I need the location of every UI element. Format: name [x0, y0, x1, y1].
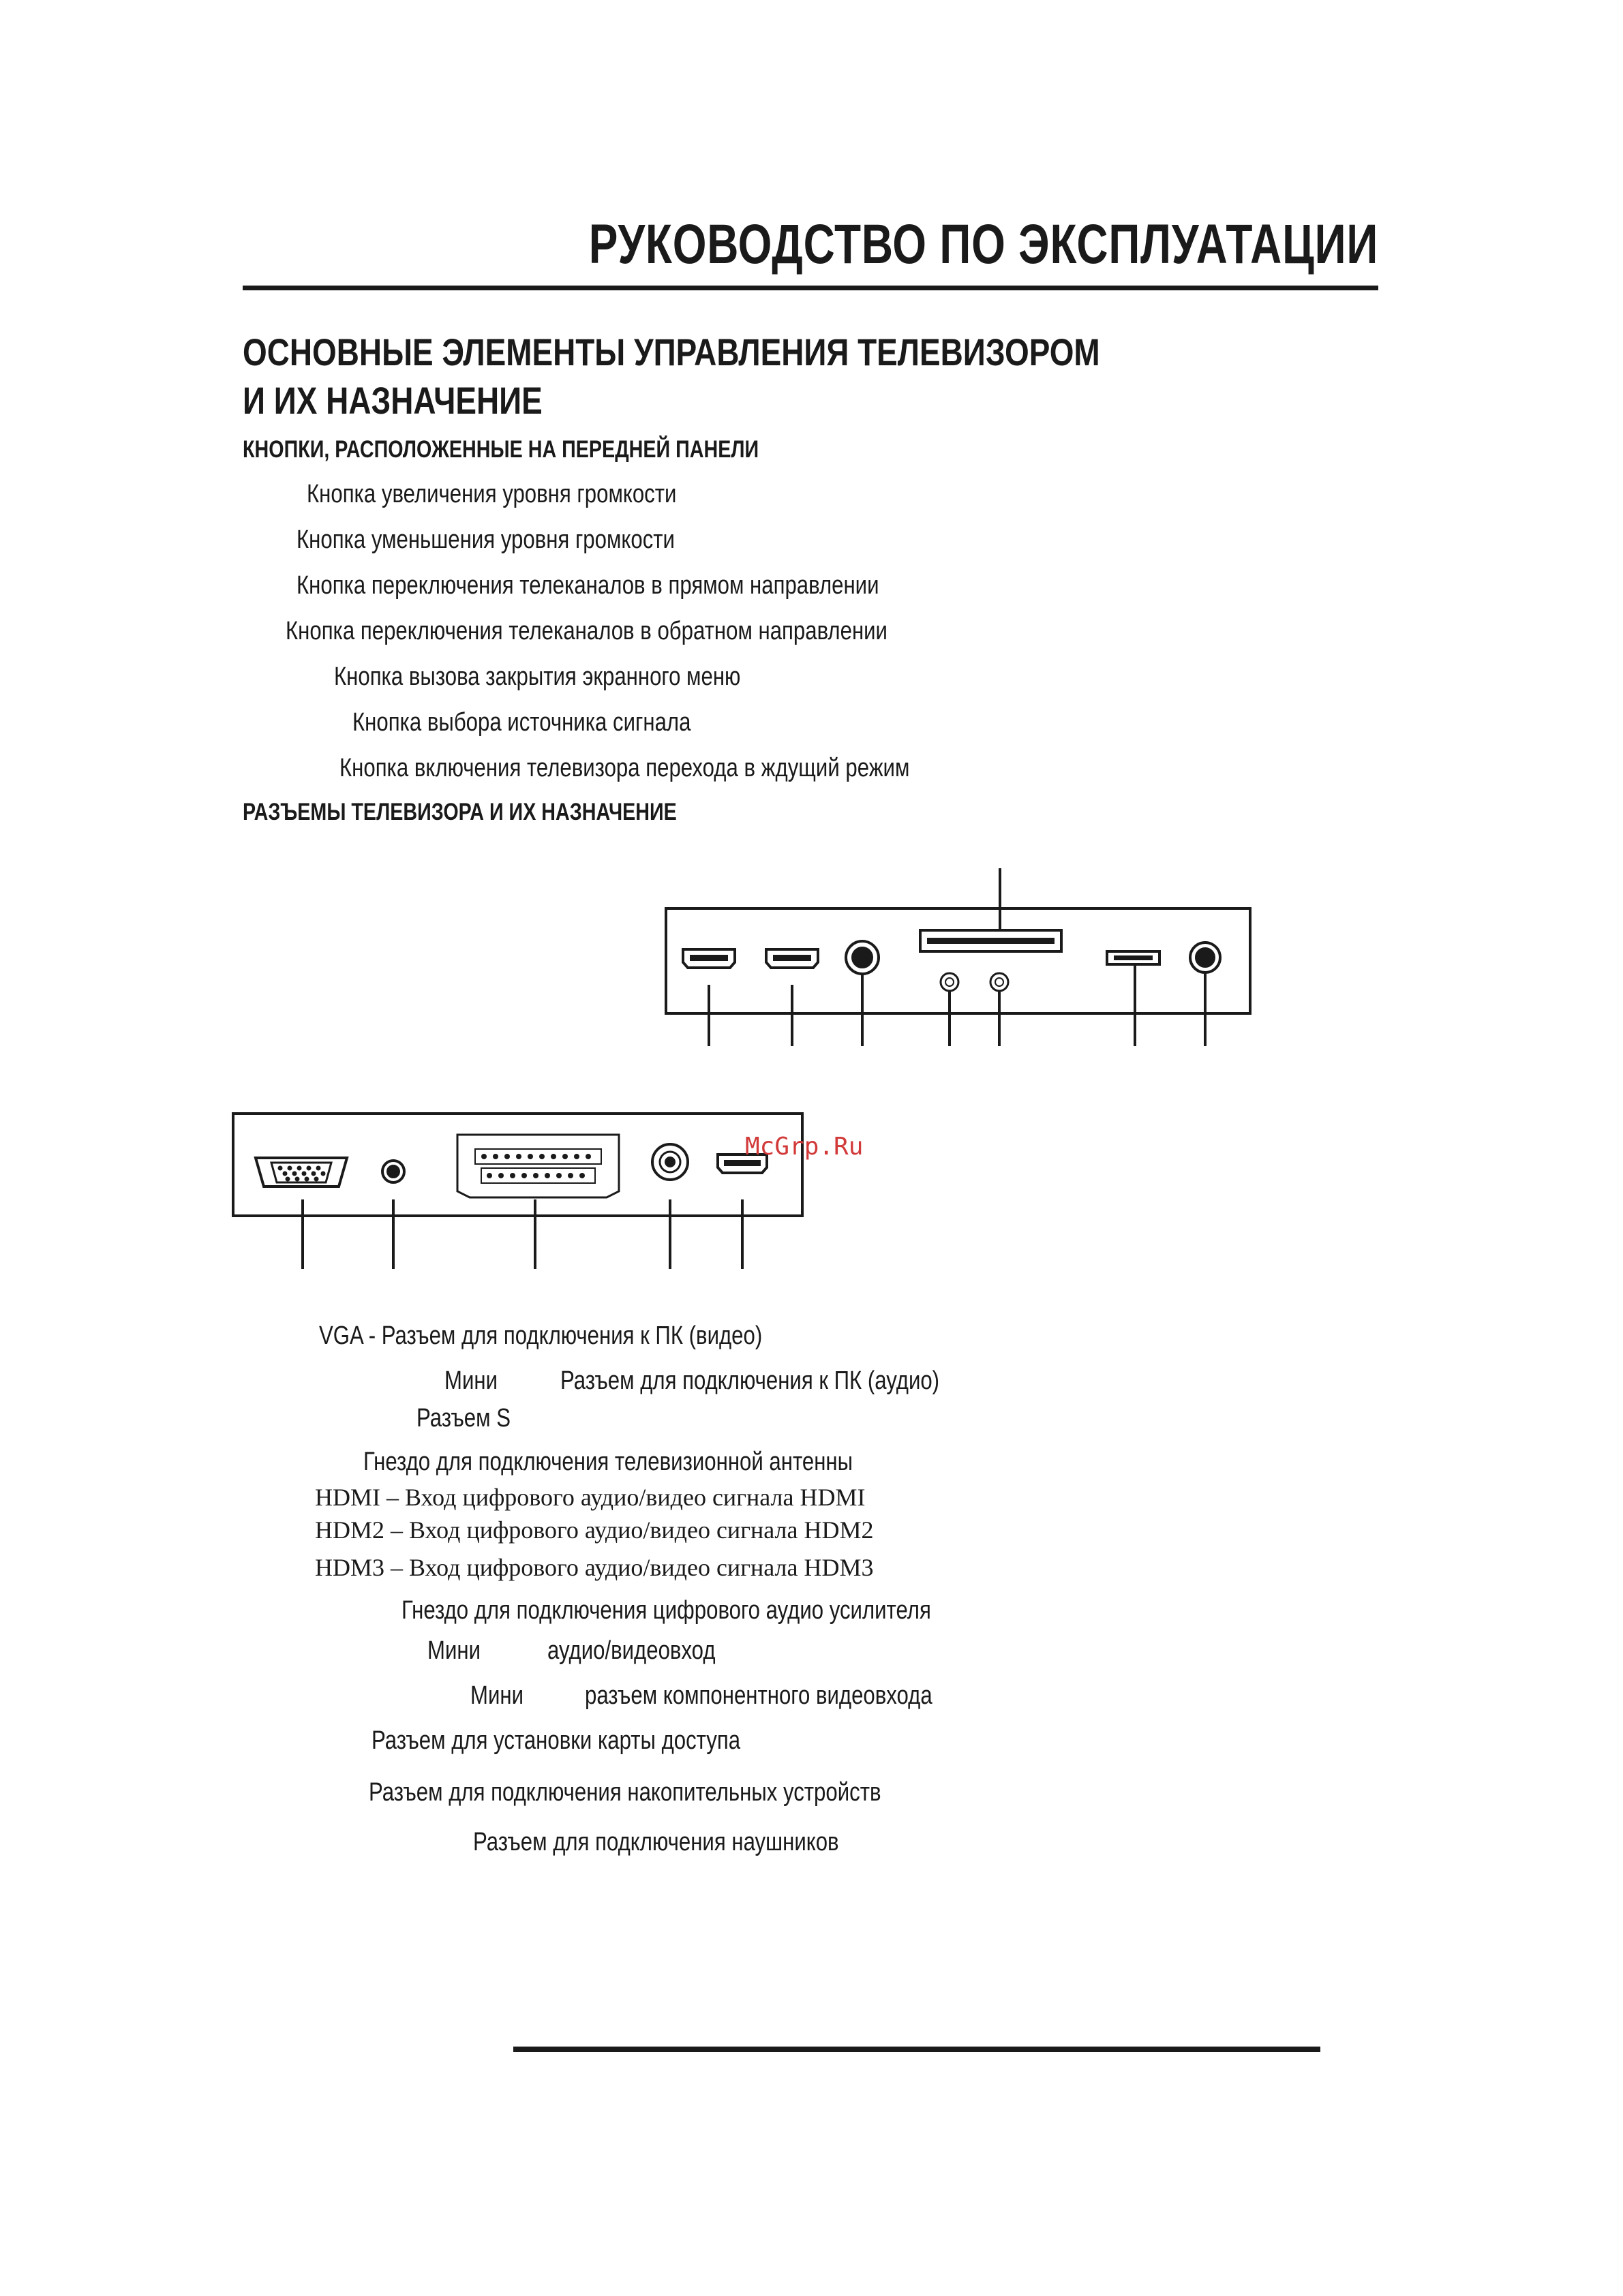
- front-item-channel-down: Кнопка переключения телеканалов в обратном направлении: [286, 617, 888, 645]
- watermark: McGrp.Ru: [745, 1133, 864, 1161]
- mini-av-jack-icon: [941, 973, 958, 991]
- desc-mini-av-prefix: Мини: [427, 1636, 481, 1665]
- desc-hdmi3: HDM3 – Вход цифрового аудио/видео сигнала HDM3: [315, 1554, 874, 1581]
- section-title-line2: И ИХ НАЗНАЧЕНИЕ: [243, 379, 543, 422]
- front-item-volume-up: Кнопка увеличения уровня громкости: [307, 480, 677, 508]
- desc-usb: Разъем для подключения накопительных устройств: [369, 1778, 881, 1807]
- desc-vga: VGA - Разъем для подключения к ПК (видео): [319, 1321, 763, 1350]
- desc-mini-av: аудио/видеовход: [547, 1636, 716, 1665]
- desc-mini-component-prefix: Мини: [470, 1681, 524, 1710]
- desc-pc-audio-prefix: Мини: [444, 1366, 498, 1395]
- desc-hdmi1: HDMI – Вход цифрового аудио/видео сигнала HDMI: [315, 1484, 866, 1511]
- front-item-source: Кнопка выбора источника сигнала: [352, 708, 691, 737]
- scart-port-icon: [457, 1135, 619, 1197]
- desc-digital-audio: Гнездо для подключения цифрового аудио усилителя: [401, 1596, 931, 1625]
- connectors-heading: РАЗЪЕМЫ ТЕЛЕВИЗОРА И ИХ НАЗНАЧЕНИЕ: [243, 799, 677, 825]
- desc-antenna: Гнездо для подключения телевизионной антенны: [363, 1448, 853, 1476]
- front-item-channel-up: Кнопка переключения телеканалов в прямом направлении: [297, 571, 879, 600]
- front-item-menu: Кнопка вызова закрытия экранного меню: [334, 662, 741, 691]
- front-panel-heading: КНОПКИ, РАСПОЛОЖЕННЫЕ НА ПЕРЕДНЕЙ ПАНЕЛИ: [243, 436, 759, 463]
- section-title-line1: ОСНОВНЫЕ ЭЛЕМЕНТЫ УПРАВЛЕНИЯ ТЕЛЕВИЗОРОМ: [243, 331, 1100, 373]
- desc-pc-audio: Разъем для подключения к ПК (аудио): [560, 1366, 940, 1395]
- desc-ci-card: Разъем для установки карты доступа: [371, 1726, 741, 1755]
- desc-headphones: Разъем для подключения наушников: [473, 1828, 839, 1856]
- front-item-volume-down: Кнопка уменьшения уровня громкости: [297, 525, 675, 554]
- front-item-power: Кнопка включения телевизора перехода в ждущий режим: [339, 754, 910, 782]
- footer-divider: [513, 2047, 1320, 2052]
- page-header-title: РУКОВОДСТВО ПО ЭКСПЛУАТАЦИИ: [588, 213, 1378, 275]
- side-panel-outline: [666, 908, 1250, 1013]
- mini-component-jack-icon: [990, 973, 1008, 991]
- desc-scart: Разъем S: [416, 1404, 511, 1433]
- desc-mini-component: разъем компонентного видеовхода: [585, 1681, 932, 1710]
- desc-hdmi2: HDM2 – Вход цифрового аудио/видео сигнала HDM2: [315, 1516, 874, 1544]
